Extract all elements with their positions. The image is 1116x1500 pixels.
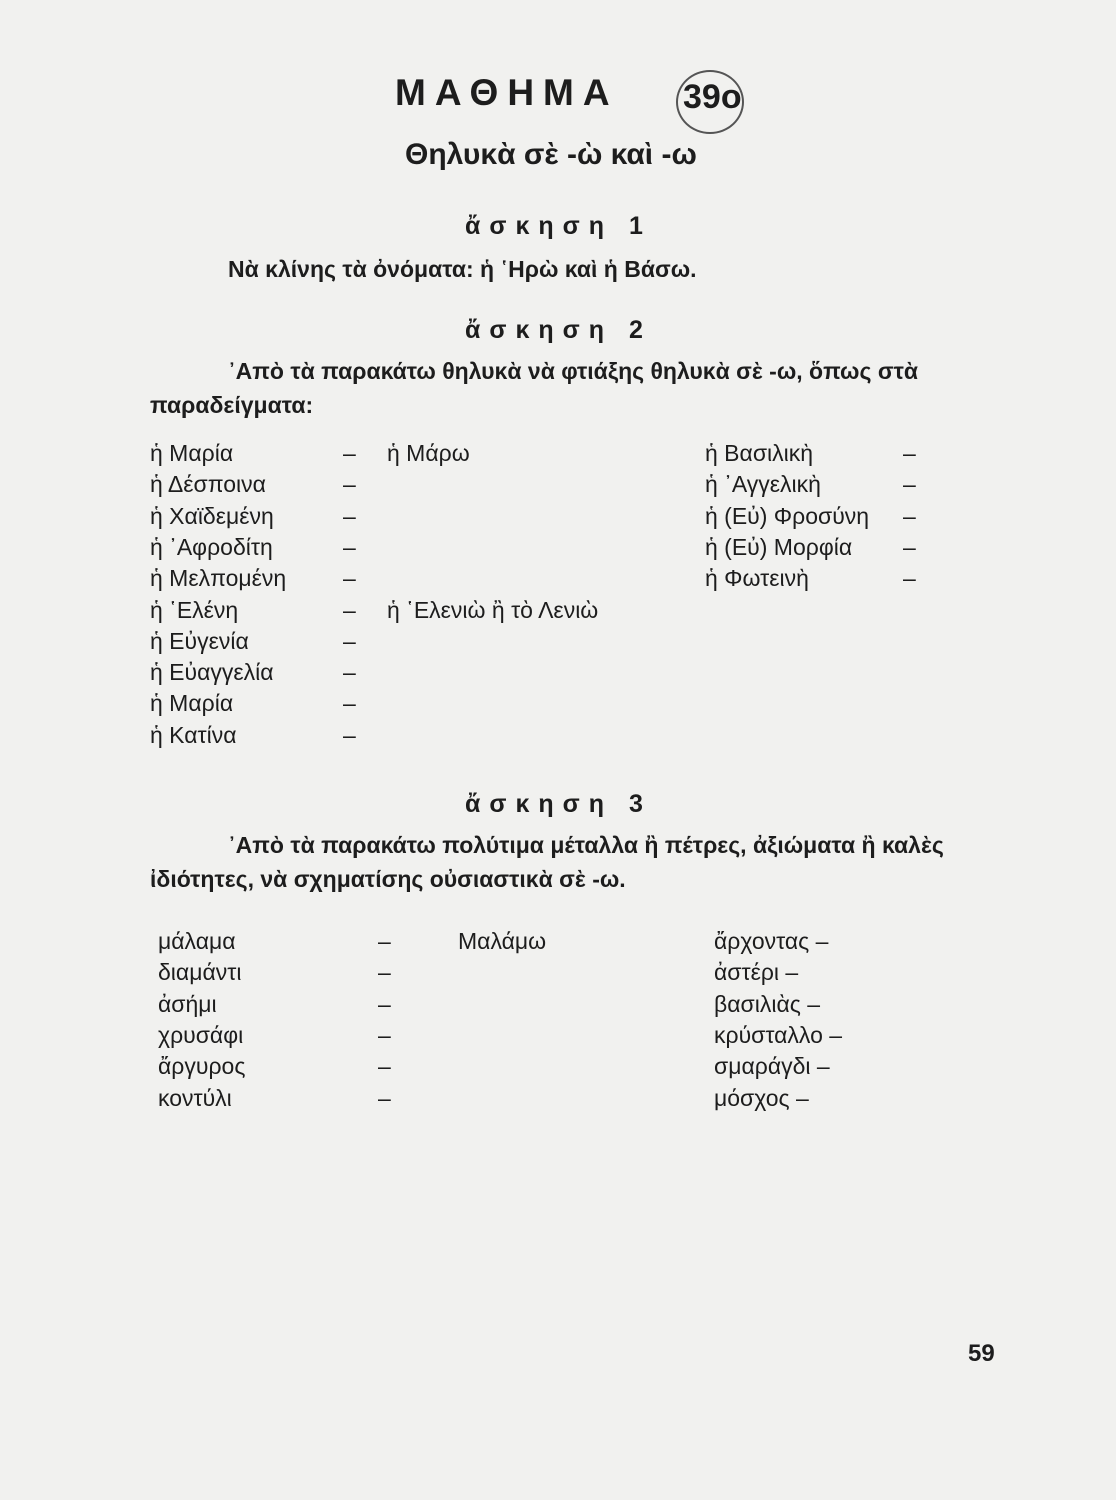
- answer-item: Μαλάμω: [458, 928, 547, 954]
- word-item: ἄργυρος: [158, 1053, 246, 1080]
- lesson-subtitle: Θηλυκὰ σὲ -ὼ καὶ -ω: [405, 138, 697, 171]
- word-item: διαμάντι: [158, 959, 242, 986]
- word-item: ἄρχοντας –: [714, 928, 829, 954]
- dash: –: [822, 1021, 843, 1048]
- dash: –: [343, 659, 356, 686]
- exercise-2-heading: ἄσκηση 2: [465, 316, 652, 344]
- dash: –: [343, 471, 356, 498]
- word-item: ἡ (Εὐ) Μορφία: [705, 533, 853, 560]
- word-item: ἡ ῾Ελένη: [150, 596, 239, 623]
- dash: –: [378, 1084, 391, 1111]
- dash: –: [343, 721, 356, 748]
- dash: –: [903, 533, 916, 560]
- word-item: ἡ ᾿Αφροδίτη: [150, 533, 273, 560]
- word-item: μάλαμα: [158, 928, 236, 954]
- dash: –: [343, 690, 356, 717]
- dash: –: [378, 1021, 391, 1048]
- dash: –: [378, 990, 391, 1017]
- word-item: ἀσήμι: [158, 990, 217, 1017]
- exercise-3-instruction-line2: ἰδιότητες, νὰ σχηματίσης οὐσιαστικὰ σὲ -ω.: [150, 866, 626, 892]
- lesson-number: 39ο: [683, 78, 742, 116]
- dash: –: [343, 627, 356, 654]
- dash: –: [809, 928, 829, 954]
- exercise-3-heading: ἄσκηση 3: [465, 790, 652, 818]
- word-item: ἡ Δέσποινα: [150, 471, 266, 498]
- exercise-3-instruction-line1: ᾿Απὸ τὰ παρακάτω πολύτιμα μέταλλα ἢ πέτρες, ἀξιώματα ἢ καλὲς: [228, 832, 944, 858]
- word-item: κρύσταλλο –: [714, 1021, 843, 1048]
- word-item: ἡ ᾿Αγγελικὴ: [705, 471, 821, 498]
- word-item: ἀστέρι –: [714, 959, 799, 986]
- word-item: κοντύλι: [158, 1084, 232, 1111]
- answer-item: ἡ ῾Ελενιὼ ἢ τὸ Λενιὼ: [387, 596, 599, 623]
- dash: –: [800, 990, 821, 1017]
- dash: –: [378, 1053, 391, 1080]
- word-item: χρυσάφι: [158, 1021, 244, 1048]
- dash: –: [789, 1084, 809, 1111]
- word-item: βασιλιὰς –: [714, 990, 821, 1017]
- dash: –: [903, 440, 916, 466]
- dash: –: [779, 959, 799, 986]
- dash: –: [343, 502, 356, 529]
- exercise-2-instruction-line1: ᾿Απὸ τὰ παρακάτω θηλυκὰ νὰ φτιάξης θηλυκὰ σὲ -ω, ὅπως στὰ: [228, 358, 918, 384]
- dash: –: [810, 1053, 830, 1080]
- word-item: ἡ Εὐαγγελία: [150, 659, 274, 686]
- dash: –: [343, 533, 356, 560]
- exercise-2-instruction-line2: παραδείγματα:: [150, 392, 314, 418]
- dash: –: [903, 502, 916, 529]
- exercise-1-heading: ἄσκηση 1: [465, 212, 652, 240]
- word-item: ἡ (Εὐ) Φροσύνη: [705, 502, 870, 529]
- word-item: ἡ Εὐγενία: [150, 627, 249, 654]
- exercise-1-instruction: Νὰ κλίνης τὰ ὀνόματα: ἡ ῾Ηρὼ καὶ ἡ Βάσω.: [228, 256, 697, 282]
- word-item: ἡ Κατίνα: [150, 721, 237, 748]
- word-item: ἡ Βασιλικὴ: [705, 440, 814, 466]
- word-item: σμαράγδι –: [714, 1053, 830, 1080]
- page-number: 59: [968, 1340, 995, 1367]
- dash: –: [378, 959, 391, 986]
- word-item: ἡ Φωτεινὴ: [705, 565, 809, 592]
- word-item: ἡ Μαρία: [150, 440, 234, 466]
- dash: –: [378, 928, 391, 954]
- lesson-title: ΜΑΘΗΜΑ: [395, 72, 619, 113]
- dash: –: [343, 565, 356, 592]
- answer-item: ἡ Μάρω: [387, 440, 470, 466]
- dash: –: [343, 596, 356, 623]
- dash: –: [343, 440, 356, 466]
- word-item: μόσχος –: [714, 1084, 809, 1111]
- word-item: ἡ Μαρία: [150, 690, 234, 717]
- dash: –: [903, 565, 916, 592]
- word-item: ἡ Μελπομένη: [150, 565, 287, 592]
- dash: –: [903, 471, 916, 498]
- word-item: ἡ Χαϊδεμένη: [150, 502, 274, 529]
